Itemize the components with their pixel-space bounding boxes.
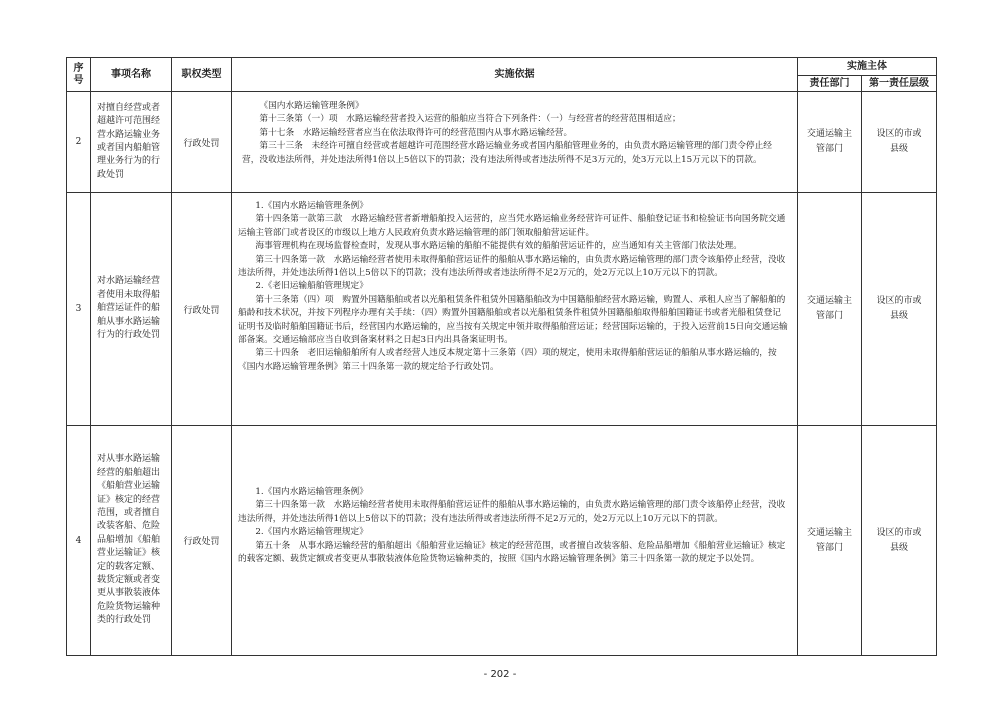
item-name: 对水路运输经营者使用未取得船舶营运证件的船舶从事水路运输行为的行政处罚: [91, 193, 172, 426]
table-row: [67, 193, 937, 426]
basis-paragraph: 第三十三条 未经许可擅自经营或者超越许可范围经营水路运输业务或者国内船舶管理业务的，由负责水路运输管理的部门责令停止经营，没收违法所得，并处违法所得1倍以上5倍以下的罚款；没有违法所得或者违法所得不足3万元的，处3万元以上15万元以下的罚款。: [242, 141, 772, 165]
basis-paragraph: 第十三条第（四）项 购置外国籍船舶或者以光船租赁条件租赁外国籍船舶改为中国籍船舶经营水路运输，购置人、承租人应当了解船舶的船龄和技术状况，并按下列程序办理有关手续：（四）购置外国籍船舶或者以光船租赁条件租赁外国籍船舶取得船舶国籍证书或者光船租赁登记证明书及临时船舶国籍证书后，经营国内水路运输的，应当按有关规定申领并取得船舶营运证；经营国际运输的，于投入运营前15日向交通运输部备案。交通运输部应当自收到备案材料之日起3日内出具备案证明书。: [238, 294, 788, 346]
basis-paragraph: 第三十四条第一款 水路运输经营者使用未取得船舶营运证件的船舶从事水路运输的，由负责水路运输管理的部门责令该船停止经营，没收违法所得，并处违法所得1倍以上5倍以下的罚款；没有违法所得或者违法所得不足2万元的，处2万元以上10万元以下的罚款。: [238, 254, 786, 279]
table-header: [67, 58, 937, 92]
basis-paragraph: 2.《老旧运输船舶管理规定》: [255, 281, 368, 292]
basis-paragraph: 1.《国内水路运输管理条例》: [255, 201, 368, 211]
basis-paragraph: 第十四条第一款第三款 水路运输经营者新增船舶投入运营的，应当凭水路运输业务经营许可证件、船舶登记证书和检验证书向国务院交通运输主管部门或者设区的市级以上地方人民政府负责水路运输管理的部门领取船舶营运证件。: [238, 214, 786, 238]
basis-paragraph: 第十七条 水路运输经营者应当在依法取得许可的经营范围内从事水路运输经营。: [259, 127, 573, 138]
item-name: 对从事水路运输经营的船舶超出《船舶营业运输证》核定的经营范围，或者擅自改装客船、危险品船增加《船舶营业运输证》核定的载客定额、载货定额或者变更从事散装液体危险货物运输种类的行政处罚: [91, 426, 172, 656]
item-name: 对擅自经营或者超越许可范围经营水路运输业务或者国内船舶管理业务行为的行政处罚: [91, 92, 172, 193]
responsibility-level: 设区的市或县级: [862, 193, 937, 426]
basis-paragraph: 《国内水路运输管理条例》: [259, 101, 364, 111]
basis-paragraph: 第三十四条 老旧运输船舶所有人或者经营人违反本规定第十三条第（四）项的规定，使用未取得船舶营运证的船舶从事水路运输的，按《国内水路运输管理条例》第三十四条第一款的规定给予行政处罚。: [238, 348, 777, 372]
basis-paragraph: 1.《国内水路运输管理条例》: [255, 487, 368, 497]
basis-paragraph: 第三十四条第一款 水路运输经营者使用未取得船舶营运证件的船舶从事水路运输的，由负责水路运输管理的部门责令该船停止经营，没收违法所得，并处违法所得1倍以上5倍以下的罚款；没有违法所得或者违法所得不足2万元的，处2万元以上10万元以下的罚款。: [238, 500, 786, 524]
power-type: 行政处罚: [172, 193, 232, 426]
header-subject: 实施主体: [798, 58, 937, 76]
basis-paragraph: 第十三条第（一）项 水路运输经营者投入运营的船舶应当符合下列条件：（一）与经营者的经营范围相适应；: [259, 114, 681, 125]
page-number: - 202 -: [483, 669, 517, 680]
basis-paragraph: 海事管理机构在现场监督检查时，发现从事水路运输的船舶不能提供有效的船舶营运证件的，应当通知有关主管部门依法处理。: [255, 241, 742, 252]
header-dept: 责任部门: [798, 76, 862, 92]
header-item-name: 事项名称: [91, 58, 172, 92]
row-number: 4: [67, 426, 91, 656]
header-basis: 实施依据: [232, 58, 798, 92]
header-power-type: 职权类型: [172, 58, 232, 92]
table-row: [67, 92, 937, 193]
header-seq: 序号: [67, 58, 91, 92]
power-type: 行政处罚: [172, 92, 232, 193]
responsible-dept: 交通运输主管部门: [798, 92, 862, 193]
responsibility-level: 设区的市或县级: [862, 92, 937, 193]
basis-cell: [232, 92, 798, 193]
responsible-dept: 交通运输主管部门: [798, 426, 862, 656]
basis-cell: [232, 426, 798, 656]
enforcement-table: [66, 57, 937, 656]
basis-paragraph: 2.《国内水路运输管理规定》: [255, 527, 368, 538]
header-level: 第一责任层级: [862, 76, 937, 92]
responsible-dept: 交通运输主管部门: [798, 193, 862, 426]
power-type: 行政处罚: [172, 426, 232, 656]
basis-cell: [232, 193, 798, 426]
row-number: 3: [67, 193, 91, 426]
row-number: 2: [67, 92, 91, 193]
basis-paragraph: 第五十条 从事水路运输经营的船舶超出《船舶营业运输证》核定的经营范围，或者擅自改装客船、危险品船增加《船舶营业运输证》核定的载客定额、载货定额或者变更从事散装液体危险货物运输种类的，按照《国内水路运输管理条例》第三十四条第一款的规定予以处罚。: [238, 540, 786, 565]
table-row: [67, 426, 937, 656]
responsibility-level: 设区的市或县级: [862, 426, 937, 656]
